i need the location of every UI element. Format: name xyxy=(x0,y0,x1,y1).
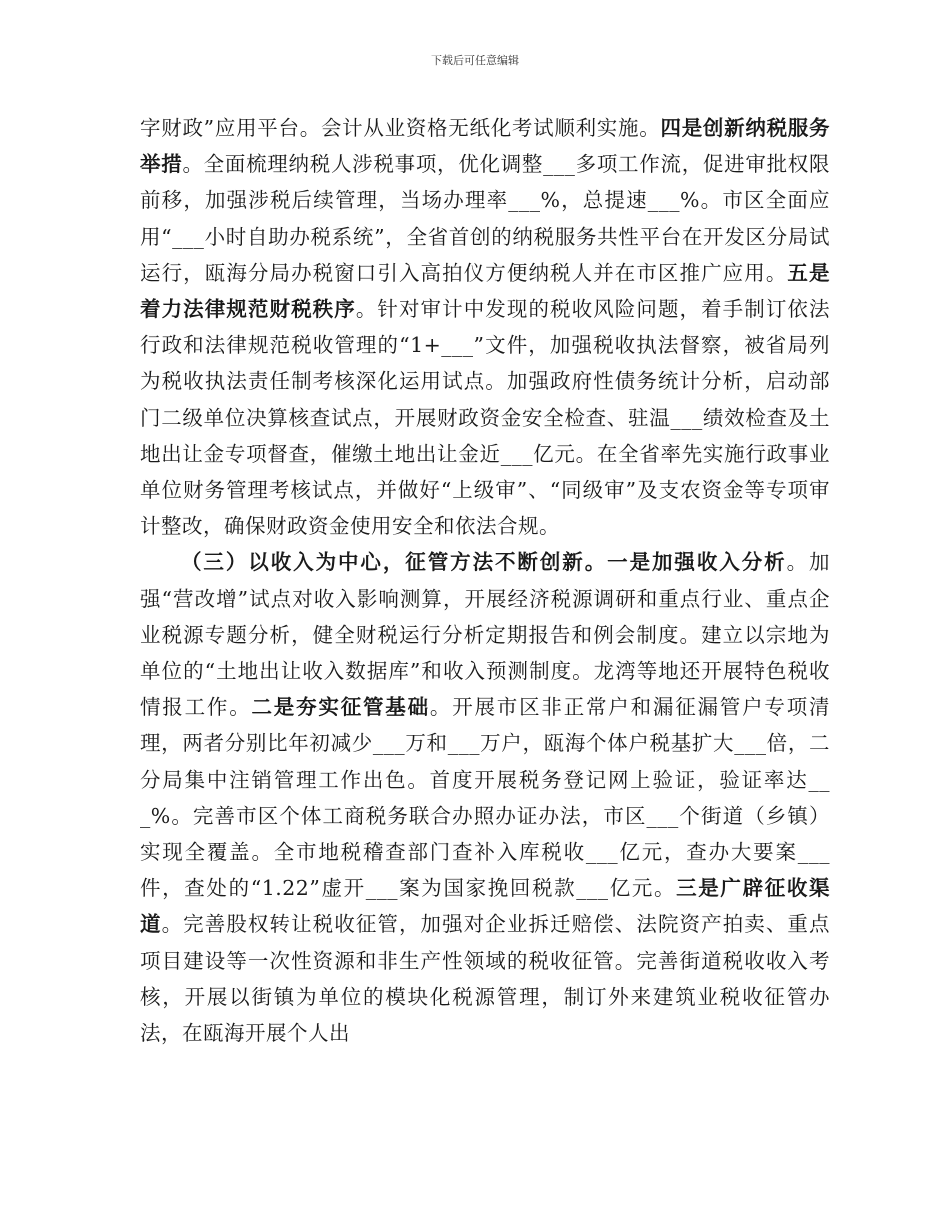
text-run: 。完善股权转让税收征管，加强对企业拆迁赔偿、法院资产拍卖、重点项目建设等一次性资源和非生产性领域的税收征管。完善街道税收收入考核，开展以街镇为单位的模块化税源管理，制订外来建筑业税收征管办法，在瓯海开展个人出 xyxy=(140,912,831,1046)
text-run: 。加强“营改增”试点对收入影响测算，开展经济税源调研和重点行业、重点企业税源专题分析，健全财税运行分析定期报告和例会制度。建立以宗地为单位的“土地出让收入数据库”和收入预测制度。龙湾等地还开展特色税收情报工作。 xyxy=(140,550,831,720)
paragraph-1 xyxy=(140,110,830,544)
bold-heading-run: （三）以收入为中心，征管方法不断创新。一是加强收入分析 xyxy=(181,550,787,575)
document-body xyxy=(140,110,830,1051)
text-run: 。针对审计中发现的税收风险问题，着手制订依法行政和法律规范税收管理的“1+___”文件，加强税收执法督察，被省局列为税收执法责任制考核深化运用试点。加强政府性债务统计分析，启动部门二级单位决算核查试点，开展财政资金安全检查、驻温___绩效检查及土地出让金专项督查，催缴土地出让金近___亿元。在全省率先实施行政事业单位财务管理考核试点，并做好“上级审”、“同级审”及支农资金等专项审计整改，确保财政资金使用安全和依法合规。 xyxy=(140,297,831,539)
text-run: 。开展市区非正常户和漏征漏管户专项清理，两者分别比年初减少___万和___万户，瓯海个体户税基扩大___倍，二分局集中注销管理工作出色。首度开展税务登记网上验证，验证率达___%。完善市区个体工商税务联合办照办证办法，市区___个街道（乡镇）实现全覆盖。全市地税稽查部门查补入库税收___亿元，查办大要案___件，查处的“1.22”虚开___案为国家挽回税款___亿元。 xyxy=(140,695,831,901)
bold-heading-run: 五是着力法律规范财税秩序 xyxy=(140,260,831,322)
bold-heading-run: 四是创新纳税服务举措 xyxy=(140,116,831,177)
bold-heading-run: 二是夯实征管基础 xyxy=(251,695,430,720)
bold-heading-run: 三是广辟征收渠道 xyxy=(140,876,831,937)
text-run: 字财政”应用平台。会计从业资格无纸化考试顺利实施。 xyxy=(140,116,661,140)
page-header: 下载后可任意编辑 xyxy=(431,54,519,67)
paragraph-2 xyxy=(140,544,830,1051)
text-run: 。全面梳理纳税人涉税事项，优化调整___多项工作流，促进审批权限前移，加强涉税后续管理，当场办理率___%，总提速___%。市区全面应用“___小时自助办税系统”，全省首创的纳税服务共性平台在开发区分局试运行，瓯海分局办税窗口引入高拍仪方便纳税人并在市区推广应用。 xyxy=(140,152,831,285)
